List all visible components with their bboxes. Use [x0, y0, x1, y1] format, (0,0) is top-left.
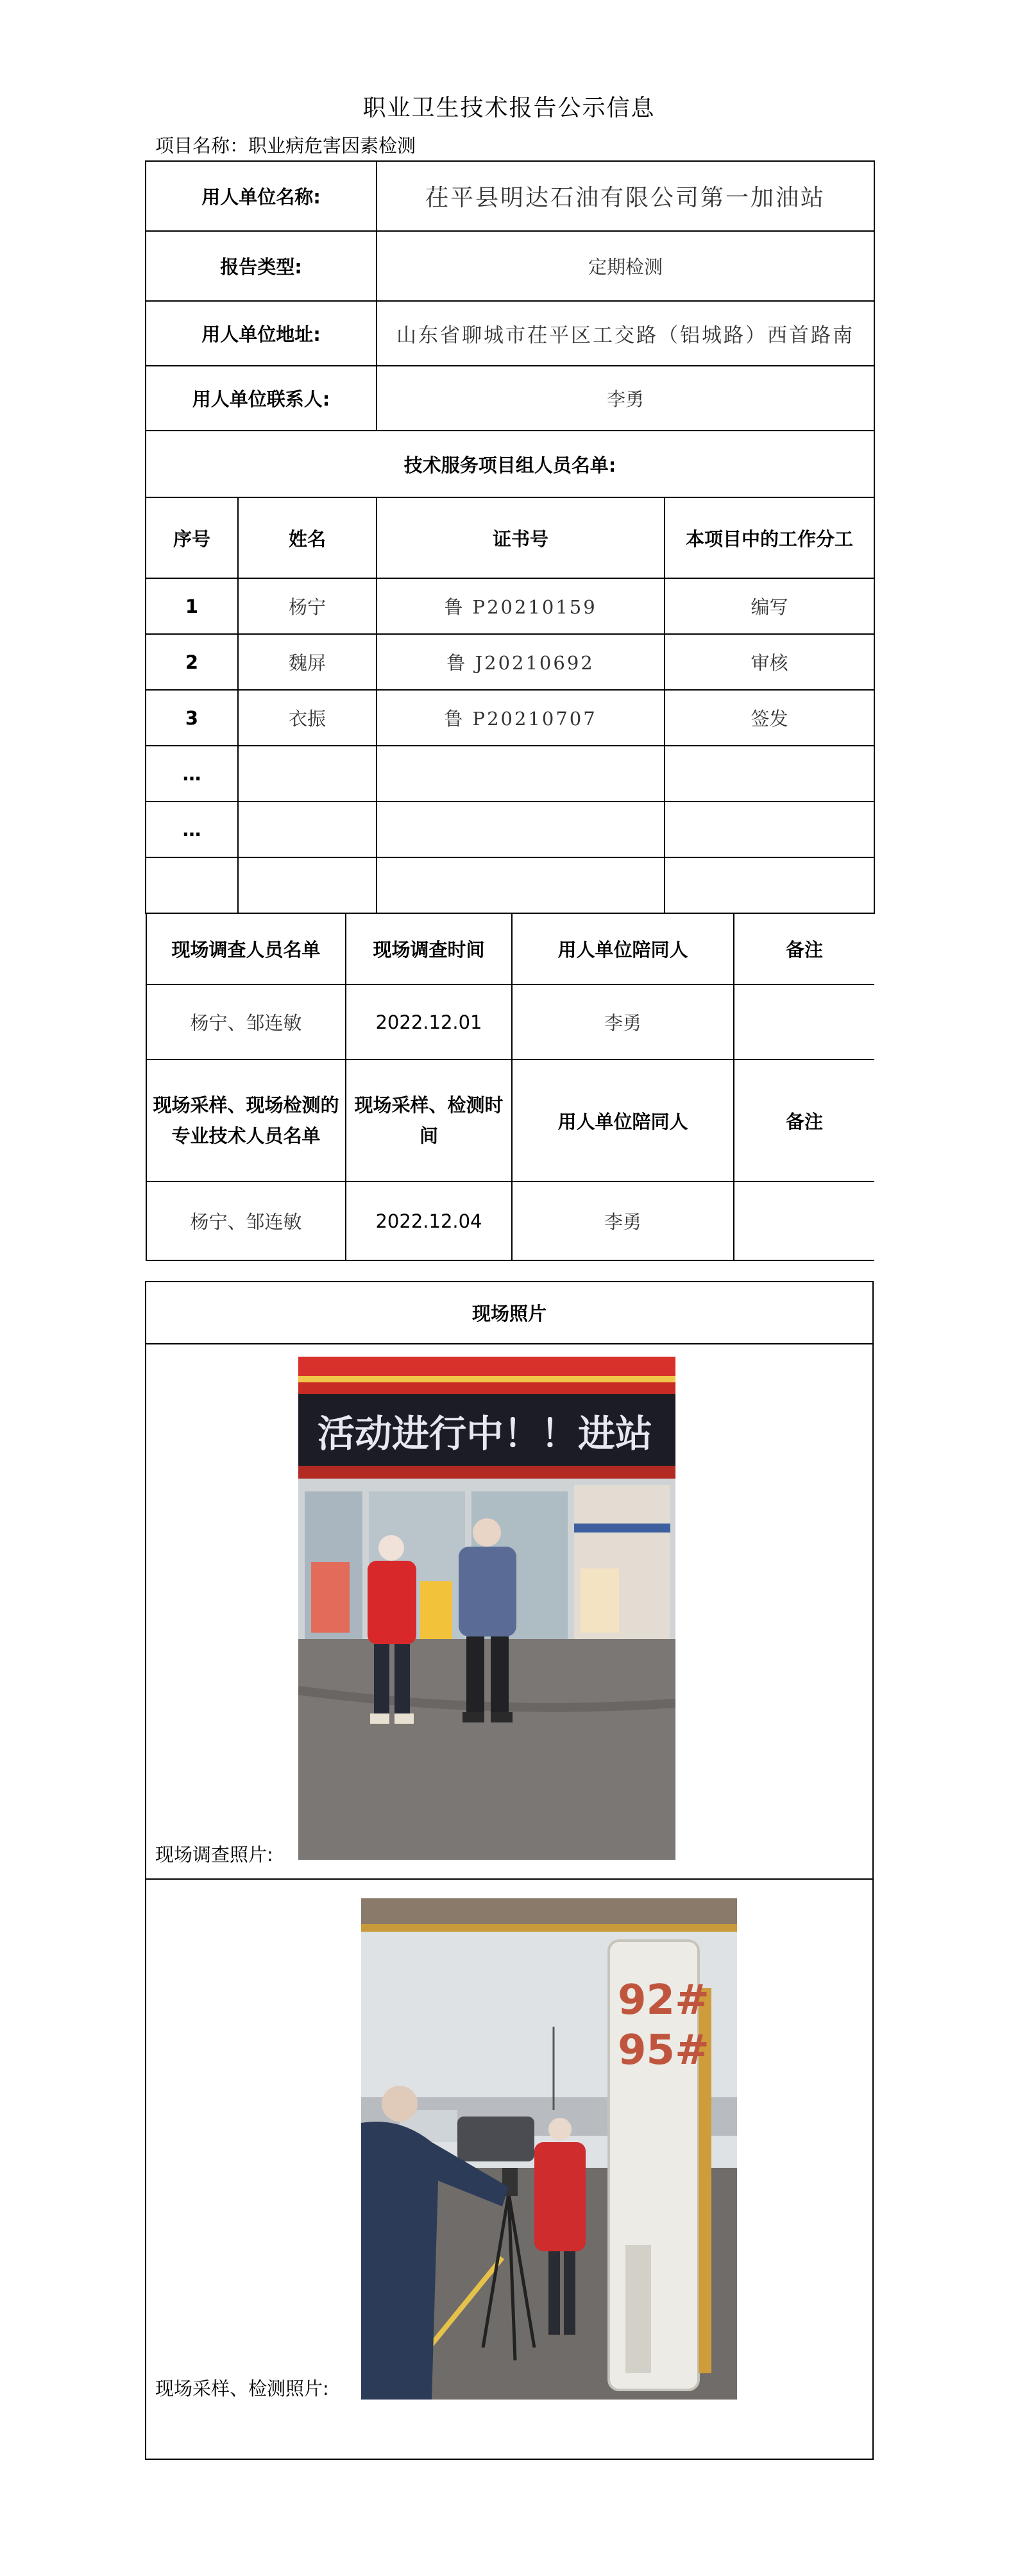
report-type-value: 定期检测	[377, 231, 874, 301]
sampling-header-time: 现场采样、检测时间	[346, 1060, 512, 1181]
survey-time: 2022.12.01	[346, 984, 512, 1060]
survey-photo	[298, 1357, 675, 1860]
team-cell-cert	[377, 746, 665, 802]
survey-staff: 杨宁、邹连敏	[146, 984, 346, 1060]
contact-label: 用人单位联系人:	[146, 366, 377, 431]
team-header-role: 本项目中的工作分工	[665, 497, 874, 578]
survey-companion: 李勇	[512, 984, 734, 1060]
team-cell-role	[665, 802, 874, 857]
sampling-companion: 李勇	[512, 1181, 734, 1260]
table-row	[146, 634, 874, 690]
team-cell-cert: 鲁 J20210692	[377, 634, 665, 690]
team-cell-role: 编写	[665, 578, 874, 634]
survey-header-companion: 用人单位陪同人	[512, 913, 734, 984]
team-cell-cert	[377, 857, 665, 913]
team-heading: 技术服务项目组人员名单:	[146, 431, 874, 497]
team-cell-no: 3	[146, 690, 238, 746]
info-table	[145, 160, 875, 1261]
team-cell-no: …	[146, 746, 238, 802]
team-cell-name: 杨宁	[238, 578, 377, 634]
address-label: 用人单位地址:	[146, 301, 377, 366]
survey-table	[146, 913, 874, 1261]
sampling-header-note: 备注	[734, 1060, 874, 1181]
survey-header-time: 现场调查时间	[346, 913, 512, 984]
sampling-photo	[361, 1898, 737, 2400]
survey-photo-caption: 现场调查照片:	[155, 1844, 273, 1866]
address-value: 山东省聊城市茌平区工交路（铝城路）西首路南	[377, 301, 874, 366]
team-cell-role: 审核	[665, 634, 874, 690]
project-name: 项目名称：职业病危害因素检测	[155, 135, 416, 157]
sampling-staff: 杨宁、邹连敏	[146, 1181, 346, 1260]
team-cell-cert	[377, 802, 665, 857]
sampling-note	[734, 1181, 874, 1260]
team-cell-role: 签发	[665, 690, 874, 746]
pump-95-label: 95#	[618, 2027, 709, 2074]
table-row	[146, 578, 874, 634]
table-row	[146, 802, 874, 857]
team-cell-role	[665, 746, 874, 802]
table-row	[146, 746, 874, 802]
team-cell-name	[238, 746, 377, 802]
team-cell-role	[665, 857, 874, 913]
page-title: 职业卫生技术报告公示信息	[362, 95, 656, 121]
survey-note	[734, 984, 874, 1060]
sampling-time: 2022.12.04	[346, 1181, 512, 1260]
table-row	[146, 984, 874, 1060]
survey-header-staff: 现场调查人员名单	[146, 913, 346, 984]
team-cell-cert: 鲁 P20210707	[377, 690, 665, 746]
team-cell-name: 衣振	[238, 690, 377, 746]
team-cell-name	[238, 857, 377, 913]
sampling-header-companion: 用人单位陪同人	[512, 1060, 734, 1181]
table-row	[146, 857, 874, 913]
team-cell-no	[146, 857, 238, 913]
team-cell-name: 魏屏	[238, 634, 377, 690]
photos-heading: 现场照片	[146, 1282, 873, 1344]
pump-92-label: 92#	[618, 1977, 709, 2024]
banner-text: 活动进行中！！进站	[318, 1412, 653, 1455]
team-cell-no: …	[146, 802, 238, 857]
table-row	[146, 1181, 874, 1260]
team-header-no: 序号	[146, 497, 238, 578]
team-cell-no: 1	[146, 578, 238, 634]
team-cell-cert: 鲁 P20210159	[377, 578, 665, 634]
employer-value: 茌平县明达石油有限公司第一加油站	[377, 161, 874, 231]
sampling-photo-caption: 现场采样、检测照片:	[155, 2378, 329, 2400]
report-type-label: 报告类型:	[146, 231, 377, 301]
employer-label: 用人单位名称:	[146, 161, 377, 231]
team-cell-no: 2	[146, 634, 238, 690]
sampling-header-staff: 现场采样、现场检测的专业技术人员名单	[146, 1060, 346, 1181]
team-header-cert: 证书号	[377, 497, 665, 578]
contact-value: 李勇	[377, 366, 874, 431]
team-cell-name	[238, 802, 377, 857]
table-row	[146, 690, 874, 746]
team-header-name: 姓名	[238, 497, 377, 578]
survey-header-note: 备注	[734, 913, 874, 984]
